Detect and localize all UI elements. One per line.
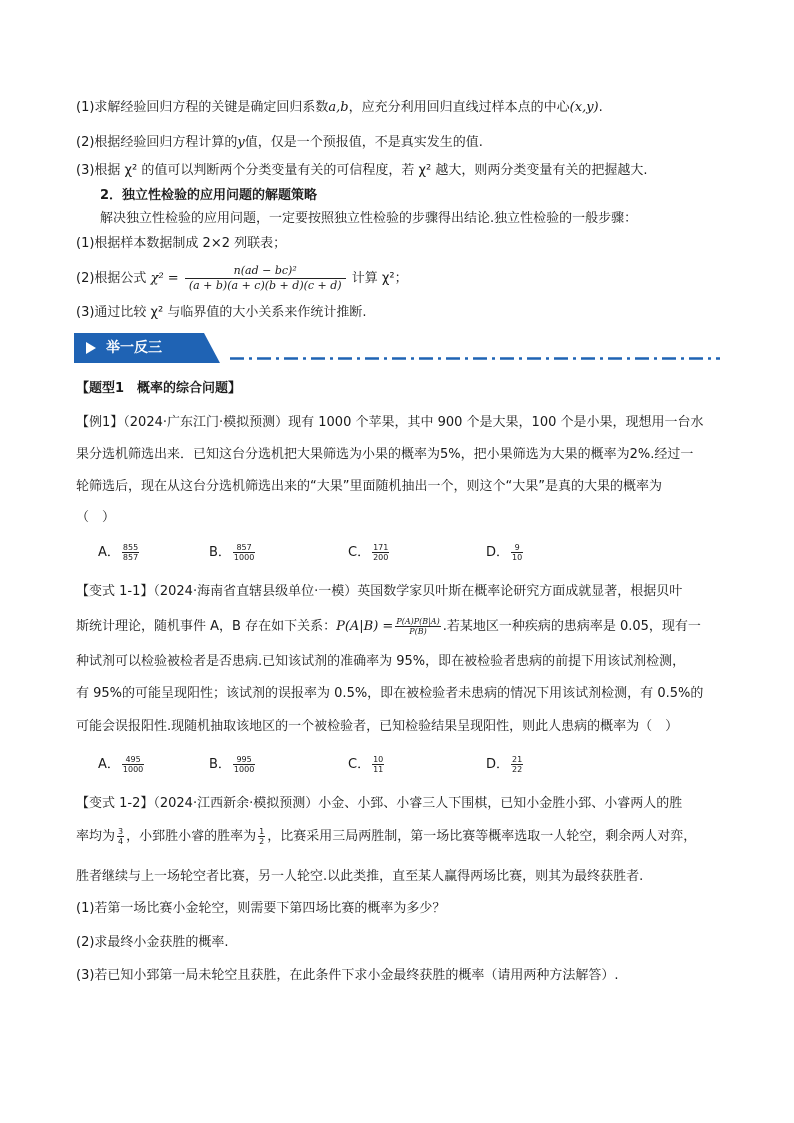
variant-1-1-option-b[interactable] (209, 754, 257, 776)
denominator: 10 (512, 553, 523, 562)
chi-square-formula (185, 264, 346, 293)
denominator: 4 (118, 837, 124, 846)
bayes-denominator: P(B) (409, 627, 427, 636)
summary-item-3: (3)根据 χ² 的值可以判断两个分类变量有关的可信程度，若 χ² 越大，则两分类变量有关的把握越大. (76, 163, 648, 178)
bayes-fraction (395, 617, 440, 636)
summary-item-1-tail: ，应充分利用回归直线过样本点的中心 (348, 100, 570, 115)
variant-1-1-line-1: 【变式 1-1】（2024·海南省直辖县级单位·一模）英国数学家贝叶斯在概率论研究方面成就显著，根据贝叶 (76, 584, 683, 599)
denominator: 1000 (122, 765, 144, 774)
denominator: 22 (512, 765, 523, 774)
variant-1-2-line-2-text: 率均为 (76, 829, 116, 844)
bayes-numerator: P(A)P(B|A) (396, 617, 440, 626)
summary-item-2-text: (2)根据经验回归方程计算的 (76, 135, 238, 150)
option-fraction (122, 543, 139, 562)
numerator: 855 (122, 543, 139, 552)
example-1-line-3: 轮筛选后，现在从这台分选机筛选出来的“大果”里面随机抽出一个，则这个“大果”是真的大果的概率为 (76, 479, 662, 494)
variant-1-2-line-2-tail: ，比赛采用三局两胜制，第一场比赛等概率选取一人轮空，剩余两人对弈， (267, 829, 697, 844)
numerator: 10 (373, 755, 384, 764)
bayes-lhs: P(A|B) = (336, 619, 394, 634)
numerator: 995 (233, 755, 255, 765)
variant-1-1-option-d[interactable] (486, 754, 525, 776)
denominator: 857 (122, 553, 139, 562)
variant-1-1-line-2-tail: .若某地区一种疾病的患病率是 0.05，现有一 (442, 619, 701, 634)
numerator: 495 (122, 755, 144, 765)
option-fraction (511, 543, 523, 562)
option-label: C． (348, 757, 371, 772)
variant-1-1-line-4: 有 95%的可能呈现阳性；该试剂的误报率为 0.5%，即在被检验者未患病的情况下用该试剂检测，有 0.5%的 (76, 686, 704, 701)
option-fraction (372, 755, 384, 774)
example-1-option-c[interactable] (348, 542, 391, 564)
example-1-option-a[interactable] (98, 542, 141, 564)
option-label: D． (486, 757, 510, 772)
banner-label: 举一反三 (106, 340, 162, 356)
numerator: 1 (259, 827, 265, 836)
sample-center: (x,y) (569, 100, 599, 115)
summary-item-1: (1)求解经验回归方程的关键是确定回归系数a,b，应充分利用回归直线过样本点的中心(x,y). (76, 100, 603, 115)
numerator: 9 (511, 543, 523, 553)
denominator: 11 (373, 765, 384, 774)
example-1-line-4: （ ） (76, 510, 116, 525)
variant-1-1-line-2 (76, 617, 701, 636)
step-2 (76, 264, 408, 293)
variant-1-1-line-2-text: 斯统计理论，随机事件 A，B 存在如下关系： (76, 619, 337, 634)
option-label: A． (98, 757, 120, 772)
win-rate-fraction-1 (117, 827, 124, 846)
topic-heading: 【题型1 概率的综合问题】 (76, 381, 242, 396)
variant-1-2-line-2-mid: ，小郅胜小睿的胜率为 (126, 829, 257, 844)
sample-center-vars: x,y (574, 100, 594, 115)
variant-1-1-line-5: 可能会误报阳性.现随机抽取该地区的一个被检验者，已知检验结果呈现阳性，则此人患病的概率为（ ） (76, 719, 679, 734)
predicted-y: y (237, 135, 245, 150)
variant-1-1-option-c[interactable] (348, 754, 386, 776)
option-label: B． (209, 757, 231, 772)
variant-1-2-line-1: 【变式 1-2】（2024·江西新余·模拟预测）小金、小郅、小睿三人下围棋，已知小金胜小郅、小睿两人的胜 (76, 796, 683, 811)
option-fraction (372, 543, 389, 562)
step-2-text: (2)根据公式 (76, 271, 147, 286)
regression-coefficients: a,b (328, 100, 349, 115)
denominator: 1000 (233, 553, 255, 562)
numerator: 857 (233, 543, 255, 553)
banner-divider (230, 357, 720, 360)
example-1-option-d[interactable] (486, 542, 525, 564)
denominator: 1000 (233, 765, 255, 774)
summary-item-1-text: (1)求解经验回归方程的关键是确定回归系数 (76, 100, 329, 115)
denominator: 200 (373, 553, 389, 562)
variant-1-2-line-3: 胜者继续与上一场轮空者比赛，另一人轮空.以此类推，直至某人赢得两场比赛，则其为最终获胜者. (76, 869, 644, 884)
summary-paragraph: 解决独立性检验的应用问题，一定要按照独立性检验的步骤得出结论.独立性检验的一般步骤： (100, 211, 638, 226)
variant-1-2-question-1: (1)若第一场比赛小金轮空，则需要下第四场比赛的概率为多少？ (76, 901, 446, 916)
step-2-tail: 计算 χ²； (351, 271, 408, 286)
option-label: B． (209, 545, 231, 560)
numerator: 21 (512, 755, 523, 764)
chi-square-lhs: χ² = (150, 271, 179, 286)
option-label: A． (98, 545, 120, 560)
example-1-option-b[interactable] (209, 542, 257, 564)
summary-item-2-tail: 值，仅是一个预报值，不是真实发生的值. (244, 135, 483, 150)
example-1-line-1: 【例1】（2024·广东江门·模拟预测）现有 1000 个苹果，其中 900 个是大果，100 个是小果，现想用一台水 (76, 415, 704, 430)
summary-item-2 (76, 134, 483, 152)
win-rate-fraction-2 (258, 827, 265, 846)
option-fraction (122, 755, 144, 774)
numerator: 171 (373, 543, 389, 552)
chi-square-numerator: n(ad − bc)² (185, 264, 346, 279)
section-heading-2: 2．独立性检验的应用问题的解题策略 (100, 188, 318, 203)
chi-square-denominator: (a + b)(a + c)(b + d)(c + d) (188, 279, 342, 292)
step-1: (1)根据样本数据制成 2×2 列联表； (76, 236, 287, 251)
variant-1-1-option-a[interactable] (98, 754, 146, 776)
example-1-line-2: 果分选机筛选出来．已知这台分选机把大果筛选为小果的概率为5%，把小果筛选为大果的概率为2%.经过一 (76, 447, 694, 462)
option-label: C． (348, 545, 371, 560)
option-label: D． (486, 545, 510, 560)
option-fraction (233, 755, 255, 774)
option-fraction (511, 755, 523, 774)
variant-1-2-question-3: (3)若已知小郅第一局未轮空且获胜，在此条件下求小金最终获胜的概率（请用两种方法解答）. (76, 968, 619, 983)
numerator: 3 (118, 827, 124, 836)
step-3: (3)通过比较 χ² 与临界值的大小关系来作统计推断. (76, 305, 367, 320)
denominator: 2 (259, 837, 265, 846)
variant-1-2-line-2 (76, 827, 696, 846)
variant-1-1-line-3: 种试剂可以检验被检者是否患病.已知该试剂的准确率为 95%，即在被检验者患病的前提下用该试剂检测， (76, 654, 686, 669)
variant-1-2-question-2: (2)求最终小金获胜的概率. (76, 935, 229, 950)
option-fraction (233, 543, 255, 562)
